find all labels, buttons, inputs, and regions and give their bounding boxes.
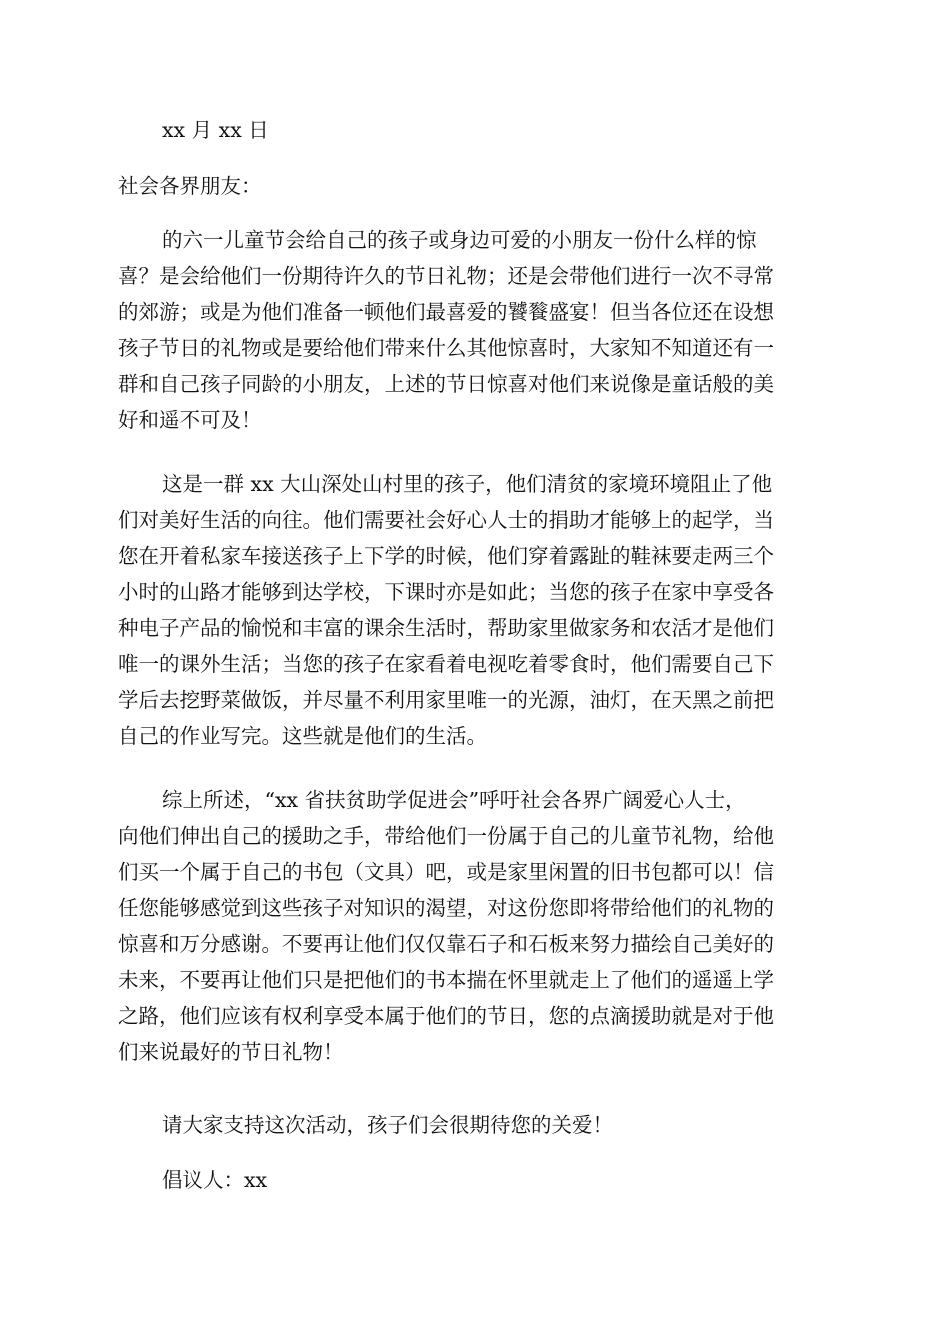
paragraph-3-line-1: 综上所述，“xx 省扶贫助学促进会”呼吁社会各界广阔爱心人士， [162,788,746,812]
paragraph-3-line-3: 们买一个属于自己的书包（文具）吧，或是家里闲置的旧书包都可以！信 [118,860,774,884]
paragraph-2-line-5: 种电子产品的愉悦和丰富的课余生活时，帮助家里做家务和农活才是他们 [118,616,774,640]
salutation: 社会各界朋友： [118,174,262,198]
paragraph-2-line-2: 们对美好生活的向往。他们需要社会好心人士的捐助才能够上的起学，当 [118,508,774,532]
paragraph-1-line-3: 的郊游；或是为他们准备一顿他们最喜爱的饕餮盛宴！但当各位还在设想 [118,300,774,324]
closing-line: 请大家支持这次活动，孩子们会很期待您的关爱！ [162,1113,613,1137]
paragraph-2-line-6: 唯一的课外生活；当您的孩子在家看着电视吃着零食时，他们需要自己下 [118,652,774,676]
paragraph-3-line-6: 未来，不要再让他们只是把他们的书本揣在怀里就走上了他们的遥遥上学 [118,968,774,992]
paragraph-2-line-4: 小时的山路才能够到达学校，下课时亦是如此；当您的孩子在家中享受各 [118,580,774,604]
paragraph-3-line-7: 之路，他们应该有权利享受本属于他们的节日，您的点滴援助就是对于他 [118,1004,774,1028]
paragraph-1-line-1: 的六一儿童节会给自己的孩子或身边可爱的小朋友一份什么样的惊 [162,228,757,252]
paragraph-3-line-2: 向他们伸出自己的援助之手，带给他们一份属于自己的儿童节礼物，给他 [118,824,774,848]
paragraph-2-line-3: 您在开着私家车接送孩子上下学的时候，他们穿着露趾的鞋袜要走两三个 [118,544,774,568]
paragraph-1-line-6: 好和遥不可及！ [118,408,262,432]
paragraph-1-line-4: 孩子节日的礼物或是要给他们带来什么其他惊喜时，大家知不知道还有一 [118,336,774,360]
paragraph-1-line-5: 群和自己孩子同龄的小朋友，上述的节日惊喜对他们来说像是童话般的美 [118,372,774,396]
paragraph-3-line-5: 惊喜和万分感谢。不要再让他们仅仅靠石子和石板来努力描绘自己美好的 [118,932,774,956]
paragraph-2-line-8: 自己的作业写完。这些就是他们的生活。 [118,724,487,748]
paragraph-3-line-8: 们来说最好的节日礼物！ [118,1040,344,1064]
date-line: xx 月 xx 日 [162,118,269,142]
paragraph-1-line-2: 喜？是会给他们一份期待许久的节日礼物；还是会带他们进行一次不寻常 [118,264,774,288]
paragraph-2-line-7: 学后去挖野菜做饭，并尽量不利用家里唯一的光源，油灯，在天黑之前把 [118,688,774,712]
paragraph-2-line-1: 这是一群 xx 大山深处山村里的孩子，他们清贫的家境环境阻止了他 [162,472,773,496]
signature-line: 倡议人：xx [162,1168,268,1192]
paragraph-3-line-4: 任您能够感觉到这些孩子对知识的渴望，对这份您即将带给他们的礼物的 [118,896,774,920]
